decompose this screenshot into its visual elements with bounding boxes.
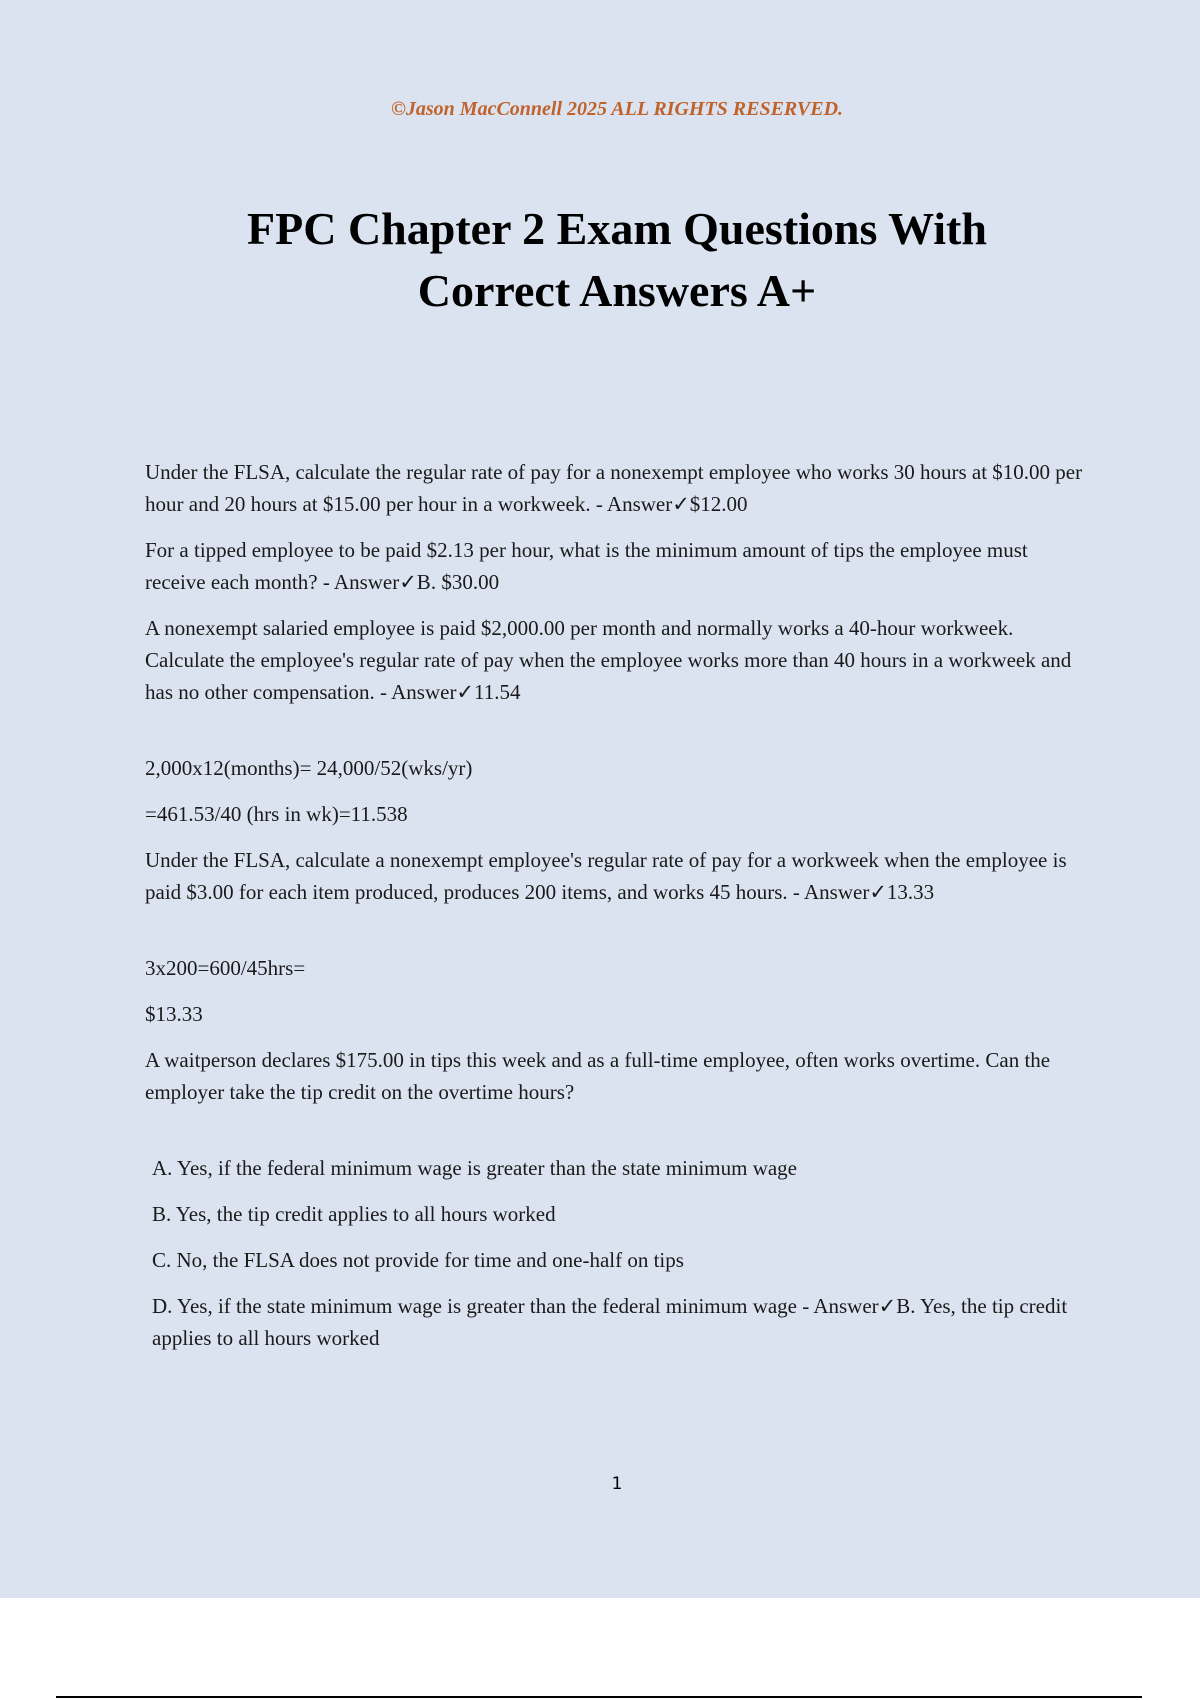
document-title xyxy=(0,198,1200,322)
question-paragraph: Under the FLSA, calculate a nonexempt employee's regular rate of pay for a workweek when the employee is paid $3.00 for each item produced, produces 200 items, and works 45 hours. - Answer✓13.33 xyxy=(145,848,1067,904)
title-line-1: FPC Chapter 2 Exam Questions With xyxy=(247,203,987,254)
copyright-notice: ©Jason MacConnell 2025 ALL RIGHTS RESERVED. xyxy=(390,98,844,120)
page-number: 1 xyxy=(611,1474,623,1494)
calculation-line: =461.53/40 (hrs in wk)=11.538 xyxy=(145,802,408,826)
calculation-line: 3x200=600/45hrs= xyxy=(145,956,306,980)
footer-divider xyxy=(56,1696,1142,1698)
answer-option: D. Yes, if the state minimum wage is greater than the federal minimum wage - Answer✓B. Yes, the tip credit applies to all hours worked xyxy=(152,1294,1068,1350)
document-body xyxy=(145,456,1090,1368)
question-paragraph: Under the FLSA, calculate the regular rate of pay for a nonexempt employee who works 30 hours at $10.00 per hour and 20 hours at $15.00 per hour in a workweek. - Answer✓$12.00 xyxy=(145,460,1083,516)
answer-option: A. Yes, if the federal minimum wage is greater than the state minimum wage xyxy=(152,1156,798,1180)
calculation-line: 2,000x12(months)= 24,000/52(wks/yr) xyxy=(145,756,473,780)
question-paragraph: A waitperson declares $175.00 in tips this week and as a full-time employee, often works overtime. Can the employer take the tip credit on the overtime hours? xyxy=(145,1048,1051,1104)
calculation-line: $13.33 xyxy=(145,1002,203,1026)
title-line-2: Correct Answers A+ xyxy=(417,265,817,316)
question-paragraph: A nonexempt salaried employee is paid $2,000.00 per month and normally works a 40-hour workweek. Calculate the employee's regular rate of pay when the employee works more than 40 hours in a workweek and has no other compensation. - Answer✓11.54 xyxy=(145,616,1072,704)
answer-option: B. Yes, the tip credit applies to all hours worked xyxy=(152,1202,556,1226)
question-paragraph: For a tipped employee to be paid $2.13 per hour, what is the minimum amount of tips the employee must receive each month? - Answer✓B. $30.00 xyxy=(145,538,1028,594)
answer-option: C. No, the FLSA does not provide for time and one-half on tips xyxy=(152,1248,684,1272)
